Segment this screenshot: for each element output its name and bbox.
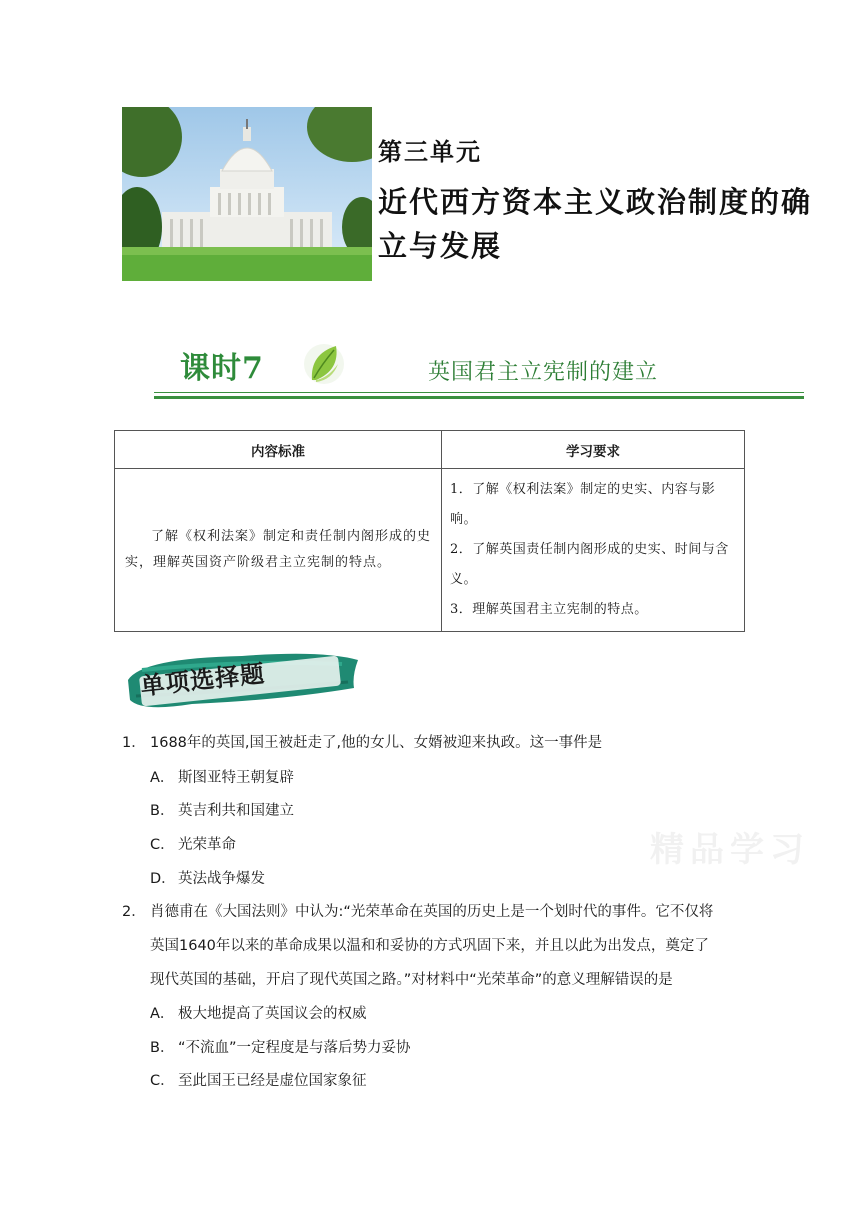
header-content-standard: 内容标准: [115, 431, 442, 469]
question-2: [122, 895, 752, 997]
option-letter: A．: [150, 1006, 175, 1022]
requirement-item: 3．理解英国君主立宪制的特点。: [450, 602, 648, 617]
lesson-number: 课时7: [180, 351, 264, 386]
requirement-item: 1．了解《权利法案》制定的史实、内容与影响。: [450, 482, 716, 527]
option-text: 至此国王已经是虚位国家象征: [178, 1073, 367, 1089]
lesson-title: 英国君主立宪制的建立: [428, 360, 659, 385]
requirements-cell: [442, 469, 745, 632]
option-text: 斯图亚特王朝复辟: [178, 770, 294, 786]
option-letter: B．: [150, 803, 175, 819]
table-row: [115, 469, 745, 632]
option-2a: [150, 1004, 367, 1024]
question-text-line: 英国1640年以来的革命成果以温和和妥协的方式巩固下来，并且以此为出发点，奠定了: [150, 938, 709, 954]
question-number: 2．: [122, 904, 146, 920]
watermark: 精品学习: [650, 830, 810, 870]
unit-label: 第三单元: [378, 137, 482, 166]
option-2b: [150, 1038, 411, 1058]
banner-divider-thick: [154, 396, 804, 399]
option-text: 英吉利共和国建立: [178, 803, 294, 819]
option-text: 极大地提高了英国议会的权威: [178, 1006, 367, 1022]
option-letter: B．: [150, 1040, 175, 1056]
unit-title: 近代西方资本主义政治制度的确立与发展: [378, 185, 813, 263]
option-text: 光荣革命: [178, 837, 236, 853]
question-1: [122, 726, 752, 760]
option-1a: [150, 768, 294, 788]
requirement-item: 2．了解英国责任制内阁形成的史实、时间与含义。: [450, 542, 729, 587]
content-standard-cell: [115, 469, 442, 632]
standards-table: [114, 430, 745, 632]
section-label: 单项选择题: [139, 658, 267, 701]
option-letter: D．: [150, 871, 176, 887]
option-text: “不流血”一定程度是与落后势力妥协: [178, 1040, 411, 1056]
header-learning-requirements: 学习要求: [442, 431, 745, 469]
banner-divider: [154, 392, 804, 393]
option-letter: A．: [150, 770, 175, 786]
option-1c: [150, 835, 236, 855]
option-letter: C．: [150, 837, 175, 853]
question-number: 1．: [122, 735, 146, 751]
option-1d: [150, 869, 265, 889]
question-text-line: 现代英国的基础，开启了现代英国之路。”对材料中“光荣革命”的意义理解错误的是: [150, 972, 673, 988]
option-text: 英法战争爆发: [178, 871, 265, 887]
capitol-building-photo: [122, 107, 372, 281]
option-2c: [150, 1071, 367, 1091]
question-text-line: 肖德甫在《大国法则》中认为:“光荣革命在英国的历史上是一个划时代的事件。它不仅将: [150, 904, 714, 920]
question-text: 1688年的英国,国王被赶走了,他的女儿、女婿被迎来执政。这一事件是: [150, 735, 603, 751]
leaf-icon: [302, 340, 346, 388]
table-header-row: [115, 431, 745, 469]
content-standard-text: 了解《权利法案》制定和责任制内阁形成的史实，理解英国资产阶级君主立宪制的特点。: [125, 529, 432, 570]
option-letter: C．: [150, 1073, 175, 1089]
option-1b: [150, 801, 294, 821]
